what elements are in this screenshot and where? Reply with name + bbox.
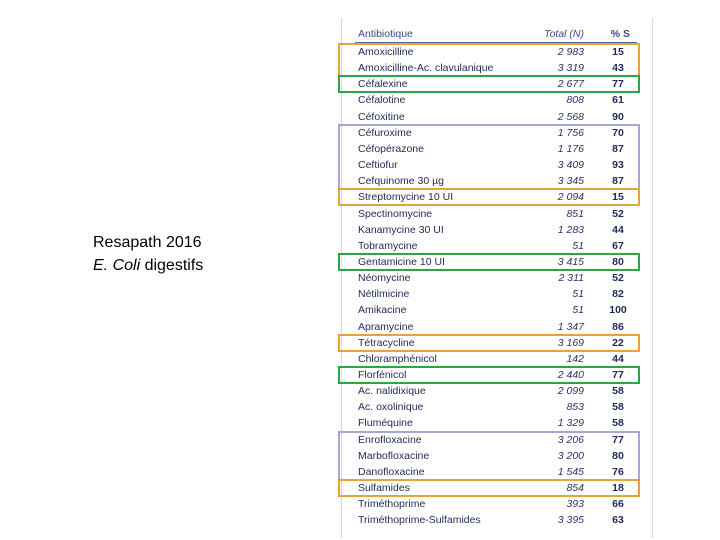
total-count: 851 [566,207,584,220]
percent-susceptible: 44 [612,352,624,365]
antibiotic-name: Fluméquine [358,417,413,430]
table-row [358,415,638,431]
total-count: 1 756 [557,126,584,139]
antibiotic-name: Ac. nalidixique [358,385,426,398]
percent-susceptible: 82 [612,288,624,301]
percent-susceptible: 90 [612,110,624,123]
percent-susceptible: 61 [612,94,624,107]
percent-susceptible: 76 [612,465,624,478]
antibiotic-name: Céfoxitine [358,110,405,123]
highlight-box-orange [338,43,640,77]
percent-susceptible: 15 [612,191,624,204]
antibiotic-name: Néomycine [358,272,411,285]
total-count: 393 [566,498,584,511]
total-count: 51 [572,288,584,301]
antibiotic-name: Spectinomycine [358,207,433,220]
highlight-box-green [338,366,640,384]
header-antibiotic: Antibiotique [358,28,413,40]
total-count: 3 415 [557,255,584,268]
table-row [358,351,638,367]
highlight-box-lavender [338,124,640,191]
table-row [358,496,638,512]
highlight-box-orange [338,188,640,206]
antibiotic-name: Chloramphénicol [358,352,437,365]
percent-susceptible: 18 [612,482,624,495]
antibiotic-name: Tobramycine [358,239,418,252]
percent-susceptible: 58 [612,401,624,414]
table-row [358,238,638,254]
antibiotic-name: Amikacine [358,304,407,317]
table-row [358,286,638,302]
percent-susceptible: 58 [612,417,624,430]
percent-susceptible: 100 [609,304,627,317]
total-count: 142 [566,352,584,365]
antibiotic-name: Amoxicilline [358,46,414,58]
antibiotic-name: Sulfamides [358,482,410,495]
table-row [358,383,638,399]
highlight-box-green [338,75,640,93]
percent-susceptible: 67 [612,239,624,252]
total-count: 853 [566,401,584,414]
percent-susceptible: 77 [612,433,624,446]
total-count: 2 568 [557,110,584,123]
total-count: 3 345 [557,175,584,188]
percent-susceptible: 77 [612,78,624,91]
percent-susceptible: 63 [612,514,624,527]
antibiotic-name: Amoxicilline-Ac. clavulanique [358,62,494,75]
total-count: 808 [566,94,584,107]
antibiotic-name: Florfénicol [358,369,407,381]
antibiotic-name: Triméthoprime-Sulfamides [358,514,481,527]
total-count: 3 409 [557,159,584,172]
total-count: 3 169 [557,336,584,349]
total-count: 3 395 [557,514,584,527]
antibiotic-name: Enrofloxacine [358,433,422,446]
total-count: 1 176 [557,142,584,155]
percent-susceptible: 58 [612,385,624,398]
percent-susceptible: 52 [612,272,624,285]
percent-susceptible: 22 [612,336,624,349]
percent-susceptible: 86 [612,320,624,333]
percent-susceptible: 70 [612,126,624,139]
antibiotic-name: Cefquinome 30 µg [358,175,445,188]
total-count: 1 545 [557,465,584,478]
total-count: 3 200 [557,449,584,462]
total-count: 51 [572,304,584,317]
table-row [358,319,638,335]
table-row [358,222,638,238]
percent-susceptible: 52 [612,207,624,220]
antibiotic-name: Streptomycine 10 UI [358,191,454,204]
percent-susceptible: 87 [612,142,624,155]
caption-species: E. Coli [93,257,141,274]
header-pct: % S [610,28,630,40]
highlight-box-orange [338,479,640,497]
highlight-box-lavender [338,431,640,481]
total-count: 2 099 [557,385,584,398]
antibiotic-name: Triméthoprime [358,498,426,511]
highlight-box-green [338,253,640,271]
antibiotic-name: Céfopérazone [358,142,424,155]
total-count: 2 677 [557,78,584,91]
antibiotic-name: Nétilmicine [358,288,410,301]
antibiotic-name: Ac. oxolinique [358,401,424,414]
antibiotic-name: Ceftiofur [358,159,398,172]
antibiotic-name: Gentamicine 10 UI [358,255,445,268]
total-count: 1 329 [557,417,584,430]
total-count: 1 283 [557,223,584,236]
caption-suffix: digestifs [140,257,204,274]
caption-title: Resapath 2016 [93,234,202,251]
percent-susceptible: 87 [612,175,624,188]
percent-susceptible: 43 [612,62,624,75]
antibiotic-name: Danofloxacine [358,465,425,478]
total-count: 2 311 [558,272,584,285]
antibiotic-name: Céfuroxime [358,126,412,139]
table-row [358,92,638,108]
total-count: 51 [572,239,584,252]
slide-caption [93,231,203,277]
antibiotic-name: Céfalexine [358,78,408,91]
percent-susceptible: 15 [612,46,624,58]
total-count: 854 [566,482,584,495]
header-total: Total (N) [544,28,584,40]
total-count: 2 440 [557,369,584,381]
table-row [358,270,638,286]
total-count: 3 319 [557,62,584,75]
table-header [358,28,638,42]
antibiotic-name: Apramycine [358,320,414,333]
antibiotic-name: Céfalotine [358,94,406,107]
total-count: 2 094 [557,191,584,204]
total-count: 1 347 [557,320,584,333]
total-count: 3 206 [557,433,584,446]
total-count: 2 983 [557,46,584,58]
percent-susceptible: 77 [612,369,624,381]
percent-susceptible: 44 [612,223,624,236]
percent-susceptible: 66 [612,498,624,511]
percent-susceptible: 80 [612,255,624,268]
antibiotic-name: Kanamycine 30 UI [358,223,444,236]
antibiotic-name: Marbofloxacine [358,449,430,462]
table-row [358,302,638,318]
table-row [358,399,638,415]
percent-susceptible: 93 [612,159,624,172]
table-row [358,512,638,528]
table-row [358,109,638,125]
caption-subtitle [93,254,203,277]
highlight-box-orange [338,334,640,352]
table-row [358,206,638,222]
antibiotic-name: Tétracycline [358,336,415,349]
percent-susceptible: 80 [612,449,624,462]
